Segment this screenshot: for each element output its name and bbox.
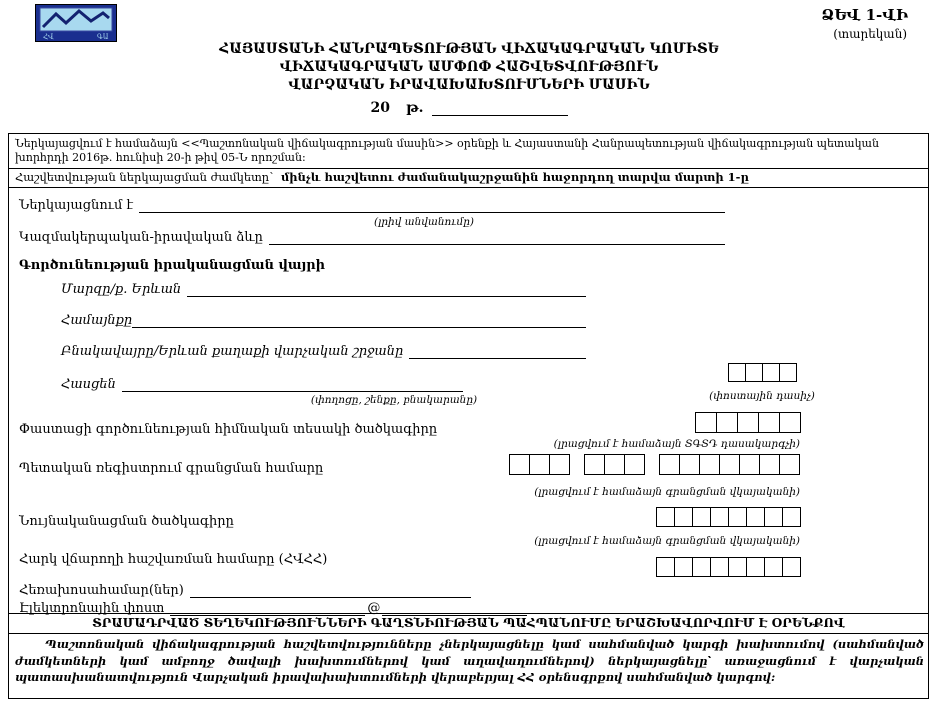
field-region (61, 282, 586, 297)
address-input-line[interactable] (122, 377, 463, 392)
code-cell[interactable] (529, 454, 550, 475)
code-cell[interactable] (758, 412, 780, 433)
submission-basis-row (9, 134, 928, 169)
postal-hint: (փոստային դասիչ) (709, 390, 815, 402)
code-cell[interactable] (509, 454, 530, 475)
code-cell[interactable] (746, 557, 765, 577)
presenter-input-line[interactable] (139, 198, 725, 213)
submission-basis-text: Ներկայացվում է համաձայն <<Պաշտոնական վիճակագրության մասին>> օրենքի և Հայաստանի Հանրապետության վիճակագրության պետական խորհրդի 2016թ. հունիսի 20-ի թիվ 05-Ն որոշման: (15, 137, 879, 165)
register-cells-group1 (509, 454, 570, 475)
idcode-hint: (լրացվում է համաձայն գրանցման վկայականի) (534, 535, 800, 547)
community-input-line[interactable] (132, 313, 586, 328)
presenter-hint: (լրիվ անվանումը) (374, 216, 474, 228)
title-committee: ՀԱՅԱՍՏԱՆԻ ՀԱՆՐԱՊԵՏՈՒԹՅԱՆ ՎԻՃԱԿԱԳՐԱԿԱՆ ԿՈՄԻՏԵ (219, 41, 719, 57)
deadline-row (9, 169, 928, 188)
form-periodicity: (տարեկան) (833, 27, 907, 41)
idcode-label: Նույնականացման ծածկագիրը (19, 514, 234, 529)
title-subject: ՎԱՐՉԱԿԱՆ ԻՐԱՎԱԽԱԽՏՈՒՄՆԵՐԻ ՄԱՍԻՆ (288, 77, 650, 93)
code-cell[interactable] (549, 454, 570, 475)
code-cell[interactable] (679, 454, 700, 475)
tin-cells (656, 557, 801, 577)
logo-right-text: ԳԱ (97, 33, 109, 41)
code-cell[interactable] (710, 507, 729, 527)
code-cell[interactable] (762, 363, 780, 382)
code-cell[interactable] (674, 557, 693, 577)
register-cells-group3 (659, 454, 800, 475)
deadline-label: Հաշվետվության ներկայացման ժամկետը՝ (15, 169, 274, 184)
code-cell[interactable] (737, 412, 759, 433)
phone-input-line[interactable] (190, 583, 471, 598)
code-cell[interactable] (719, 454, 740, 475)
code-cell[interactable] (692, 507, 711, 527)
code-cell[interactable] (746, 507, 765, 527)
year-unit: թ. (405, 100, 424, 116)
register-hint: (լրացվում է համաձայն գրանցման վկայականի) (534, 486, 800, 498)
code-cell[interactable] (764, 507, 783, 527)
year-input-line[interactable] (432, 101, 568, 116)
year-row (0, 100, 938, 116)
code-cell[interactable] (604, 454, 625, 475)
field-settlement (61, 344, 586, 359)
code-cell[interactable] (695, 412, 717, 433)
liability-paragraph: Պաշտոնական վիճակագրության հաշվետվությունները չներկայացնելը կամ սահմանված կարգի խախտումով (սահմանված ժամկետների կամ ամբողջ ծավալի խախտումներով կամ աղավաղումներով) ներկայացնելը՝ առաջացնում է վարչական պատասխանատվություն Վարչական իրավախախտումների վերաբերյալ ՀՀ օրենսգրքով սահմանված կարգով: (15, 637, 924, 685)
field-legal-form (19, 230, 725, 245)
activity-code-label: Փաստացի գործունեության հիմնական տեսակի ծածկագիրը (19, 422, 438, 437)
code-cell[interactable] (779, 454, 800, 475)
armstat-logo-graphic (35, 4, 117, 42)
code-cell[interactable] (659, 454, 680, 475)
code-cell[interactable] (656, 507, 675, 527)
activity-code-hint: (լրացվում է համաձայն ՏԳՏԴ դասակարգչի) (553, 438, 800, 450)
field-presenter (19, 198, 725, 213)
code-cell[interactable] (782, 557, 801, 577)
code-cell[interactable] (779, 412, 801, 433)
settlement-input-line[interactable] (409, 344, 586, 359)
code-cell[interactable] (764, 557, 783, 577)
location-heading: Գործունեության իրականացման վայրի (19, 258, 326, 273)
code-cell[interactable] (739, 454, 760, 475)
code-cell[interactable] (716, 412, 738, 433)
legal-form-label: Կազմակերպական-իրավական ձևը (19, 230, 263, 245)
settlement-label: Բնակավայրը/Երևան քաղաքի վարչական շրջանը (61, 344, 404, 359)
code-cell[interactable] (728, 557, 747, 577)
postal-code-cells (728, 363, 797, 382)
community-label: Համայնքը (61, 313, 133, 328)
code-cell[interactable] (656, 557, 675, 577)
armstat-logo (35, 4, 117, 42)
logo-left-text: ՀՎ (43, 33, 54, 41)
activity-code-cells (695, 412, 801, 433)
title-report-type: ՎԻՃԱԿԱԳՐԱԿԱՆ ԱՄՓՈՓ ՀԱՇՎԵՏՎՈՒԹՅՈՒՆ (279, 59, 659, 75)
idcode-cells (656, 507, 801, 527)
tin-label: Հարկ վճարողի հաշվառման համարը (ՀՎՀՀ) (19, 552, 328, 567)
legal-form-input-line[interactable] (269, 230, 725, 245)
email-label: Էլեկտրոնային փոստ (19, 601, 165, 616)
field-phone (19, 583, 471, 598)
code-cell[interactable] (728, 363, 746, 382)
deadline-value: մինչև հաշվետու ժամանակաշրջանին հաջորդող տարվա մարտի 1-ը (280, 169, 749, 184)
form-body (8, 133, 929, 699)
field-address (61, 377, 463, 392)
address-label: Հասցեն (61, 377, 116, 392)
code-cell[interactable] (624, 454, 645, 475)
field-community (61, 313, 586, 328)
form-code: ՁԵՎ 1-ՎԻ (821, 6, 908, 24)
register-cells-group2 (584, 454, 645, 475)
confidentiality-banner: ՏՐԱՄԱԴՐՎԱԾ ՏԵՂԵԿՈՒԹՅՈՒՆՆԵՐԻ ԳԱՂՏՆԻՈՒԹՅԱՆ ՊԱՀՊԱՆՈՒՄԸ ԵՐԱՇԽԱՎՈՐՎՈՒՄ Է ՕՐԵՆՔՈՎ (9, 613, 928, 634)
address-hint: (փողոցը, շենքը, բնակարանը) (310, 394, 478, 406)
presenter-label: Ներկայացնում է (19, 198, 134, 213)
phone-label: Հեռախոսահամար(ներ) (19, 583, 184, 598)
code-cell[interactable] (710, 557, 729, 577)
region-label: Մարզը/ք. Երևան (61, 282, 182, 297)
code-cell[interactable] (674, 507, 693, 527)
code-cell[interactable] (759, 454, 780, 475)
code-cell[interactable] (584, 454, 605, 475)
code-cell[interactable] (779, 363, 797, 382)
email-at-sign: @ (367, 601, 381, 616)
register-label: Պետական ռեգիստրում գրանցման համարը (19, 461, 324, 476)
code-cell[interactable] (782, 507, 801, 527)
region-input-line[interactable] (187, 282, 586, 297)
code-cell[interactable] (745, 363, 763, 382)
code-cell[interactable] (728, 507, 747, 527)
code-cell[interactable] (699, 454, 720, 475)
code-cell[interactable] (692, 557, 711, 577)
year-prefix: 20 (370, 100, 390, 116)
